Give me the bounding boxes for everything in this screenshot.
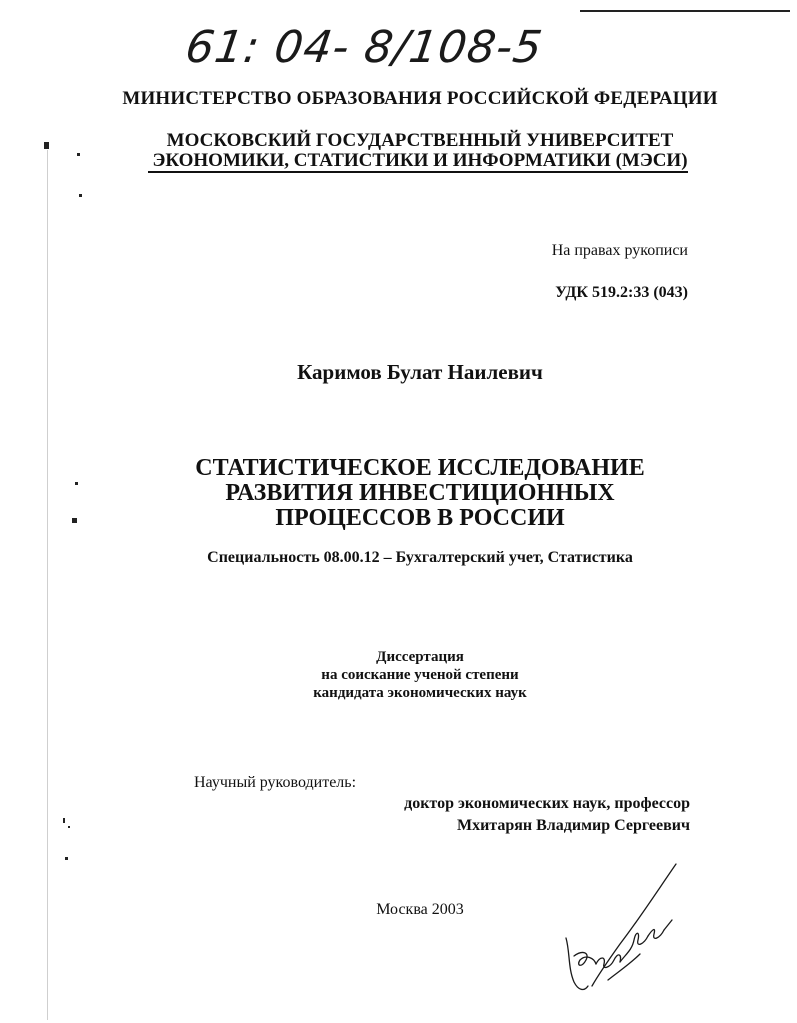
dissertation-label: Диссертация	[376, 649, 464, 665]
scan-mark	[77, 153, 80, 156]
city-year: Москва 2003	[376, 901, 464, 918]
title-line-2: РАЗВИТИЯ ИНВЕСТИЦИОННЫХ	[225, 480, 615, 506]
title-line-3: ПРОЦЕССОВ В РОССИИ	[275, 505, 565, 531]
dissertation-title	[120, 456, 720, 531]
university-name-line2: ЭКОНОМИКИ, СТАТИСТИКИ И ИНФОРМАТИКИ (МЭСИ)	[152, 150, 688, 171]
scan-mark	[63, 818, 65, 823]
scan-mark	[75, 482, 78, 485]
udk-code: УДК 519.2:33 (043)	[555, 284, 688, 301]
handwritten-signature-icon	[548, 860, 688, 1000]
scan-mark	[44, 142, 49, 149]
scan-mark	[68, 826, 70, 828]
supervisor-label: Научный руководитель:	[194, 774, 357, 791]
top-rule-divider	[580, 10, 790, 12]
supervisor-degree: доктор экономических наук, профессор	[404, 795, 690, 812]
university-underline	[148, 171, 688, 173]
author-name: Каримов Булат Наилевич	[297, 360, 543, 384]
title-line-1: СТАТИСТИЧЕСКОЕ ИССЛЕДОВАНИЕ	[195, 455, 645, 481]
supervisor-name: Мхитарян Владимир Сергеевич	[456, 817, 690, 834]
scan-margin-line	[47, 150, 48, 1020]
scan-mark	[65, 857, 68, 860]
handwritten-archive-code: 61: 04- 8/108-5	[182, 22, 546, 73]
manuscript-rights-note: На правах рукописи	[551, 242, 688, 259]
dissertation-degree-block	[220, 648, 620, 702]
scan-mark	[72, 518, 77, 523]
degree-line-1: на соискание ученой степени	[321, 667, 519, 683]
ministry-heading: МИНИСТЕРСТВО ОБРАЗОВАНИЯ РОССИЙСКОЙ ФЕДЕРАЦИИ	[122, 88, 718, 109]
scan-mark	[79, 194, 82, 197]
degree-line-2: кандидата экономических наук	[313, 685, 527, 701]
university-name-line1: МОСКОВСКИЙ ГОСУДАРСТВЕННЫЙ УНИВЕРСИТЕТ	[166, 130, 674, 151]
specialty-line: Специальность 08.00.12 – Бухгалтерский учет, Статистика	[207, 549, 633, 566]
